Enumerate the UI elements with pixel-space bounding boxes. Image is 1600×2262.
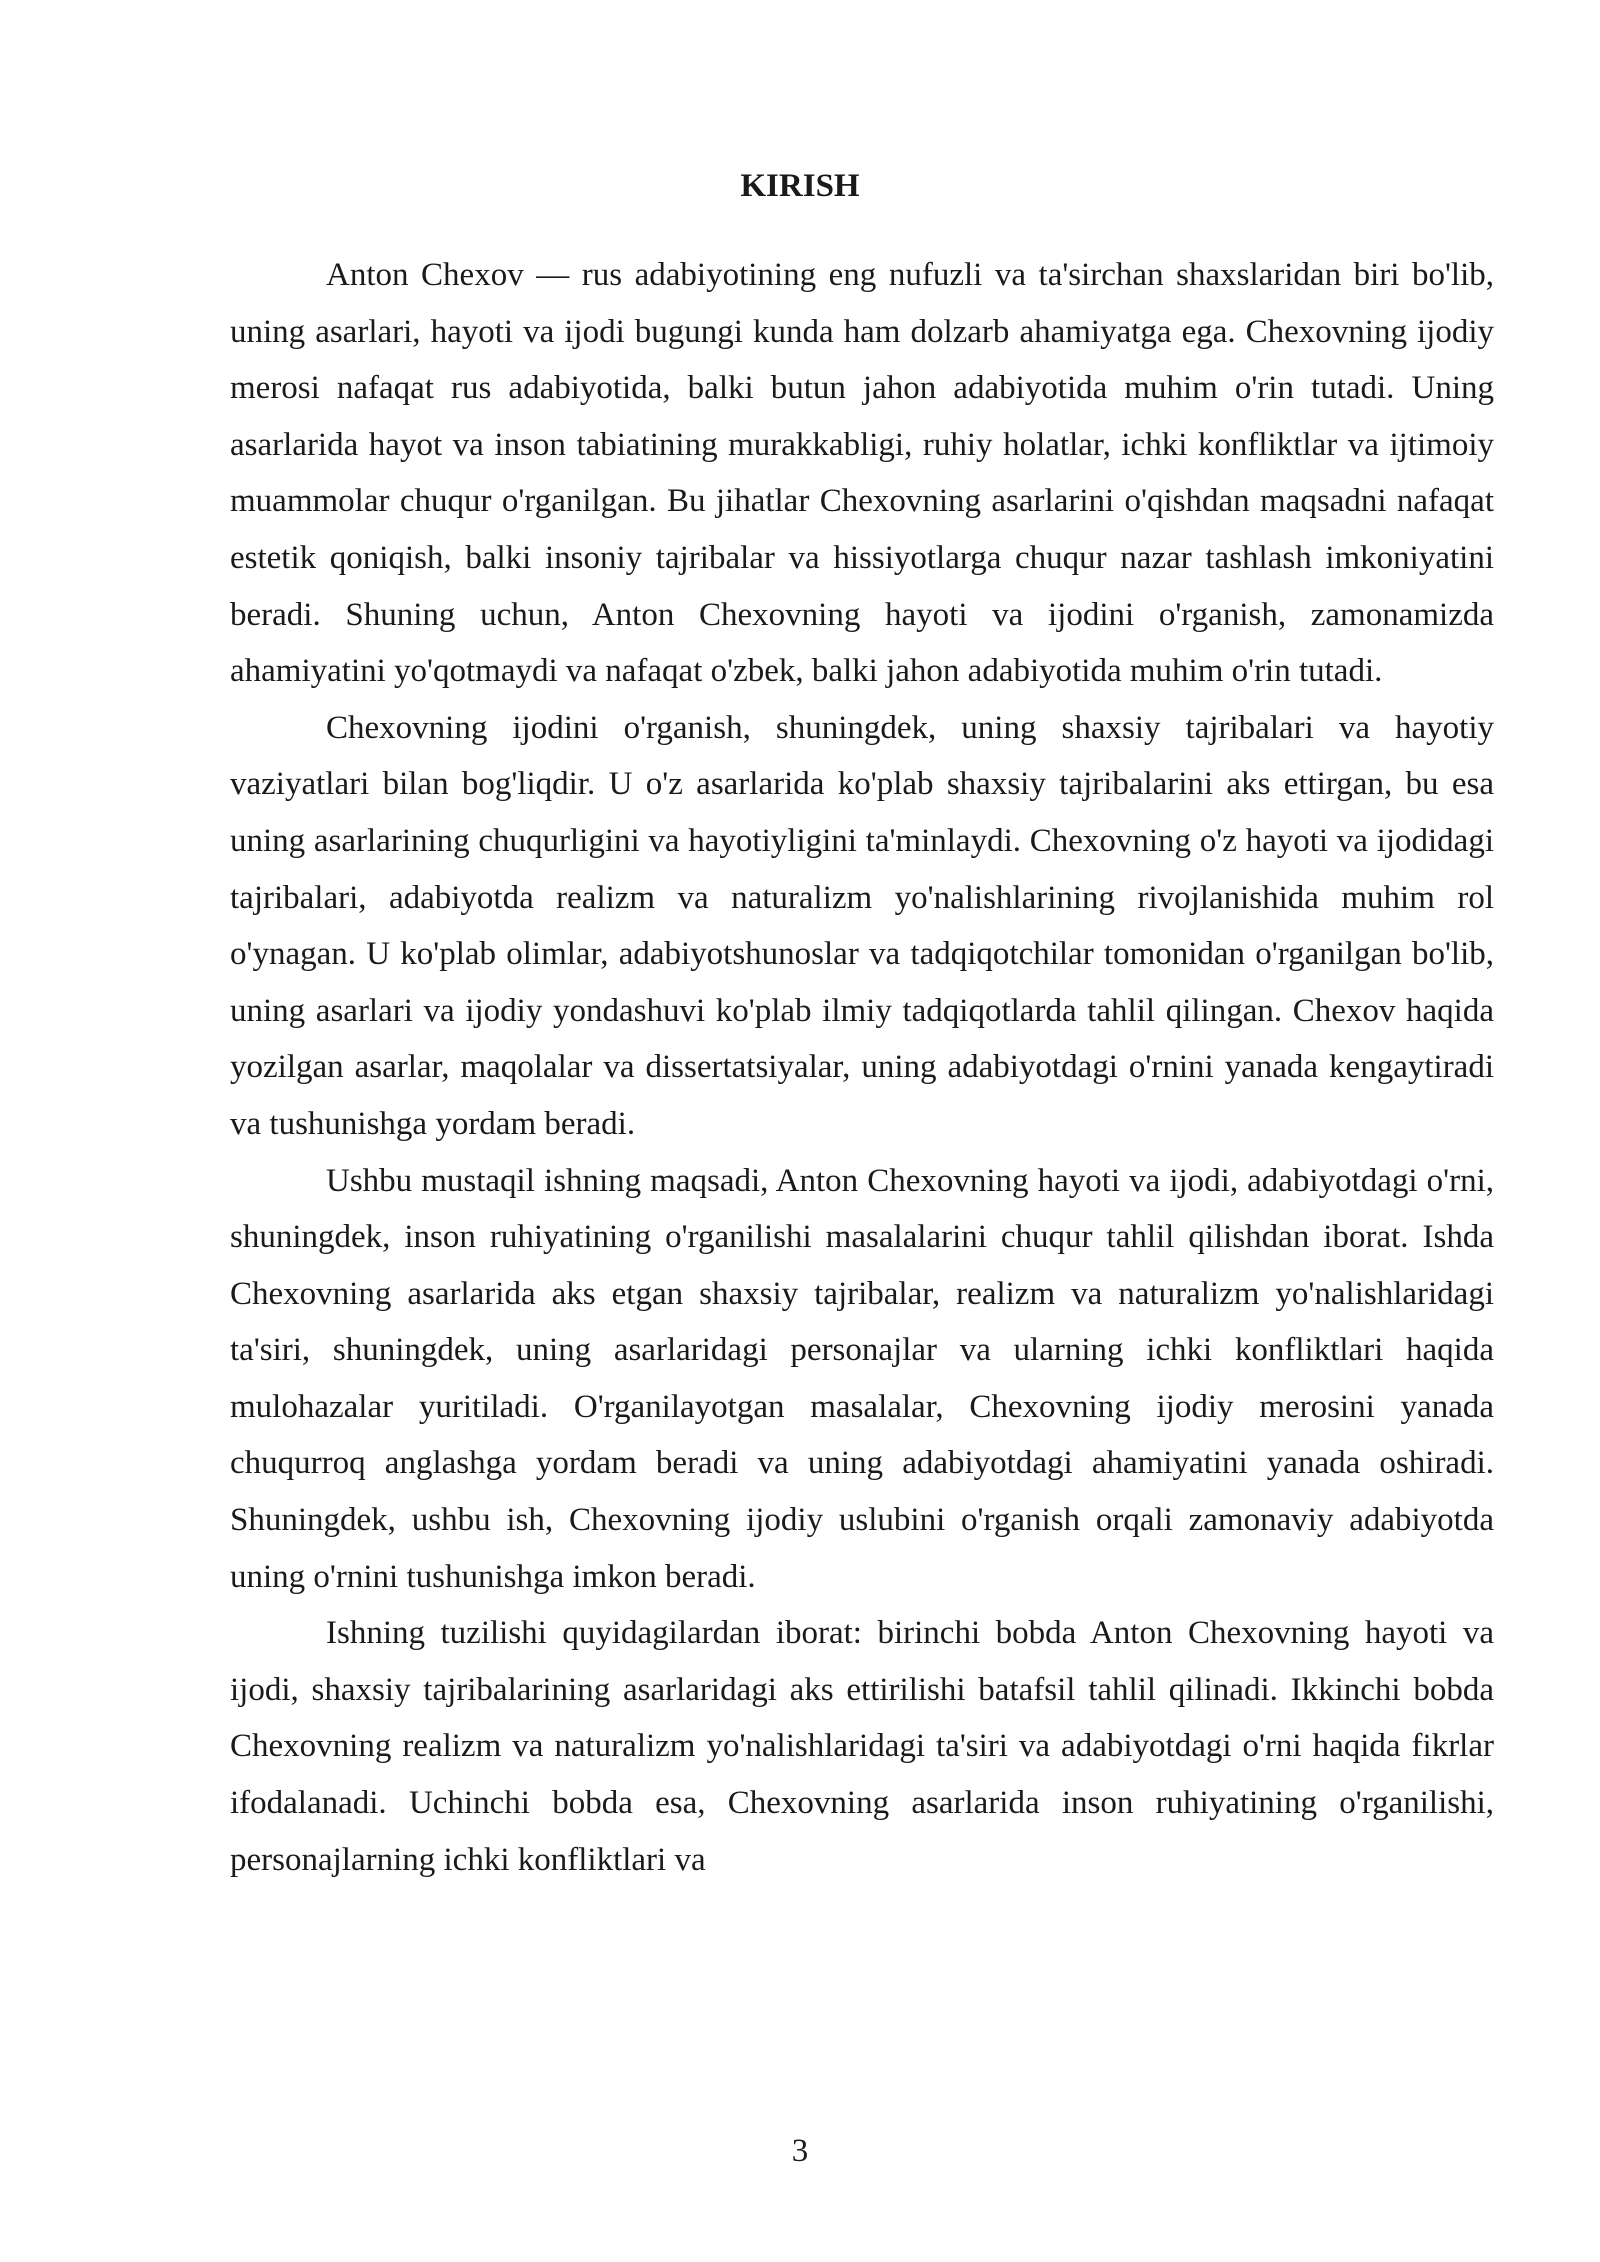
paragraph-3: Ushbu mustaqil ishning maqsadi, Anton Chexovning hayoti va ijodi, adabiyotdagi o'rni, shuningdek, inson ruhiyatining o'rganilishi masalalarini chuqur tahlil qilishdan iborat. Ishda Chexovning asarlarida aks etgan shaxsiy tajribalar, realizm va naturalizm yo'nalishlaridagi ta'siri, shuningdek, uning asarlaridagi personajlar va ularning ichki konfliktlari haqida mulohazalar yuritiladi. O'rganilayotgan masalalar, Chexovning ijodiy merosini yanada chuqurroq anglashga yordam beradi va uning adabiyotdagi ahamiyatini yanada oshiradi. Shuningdek, ushbu ish, Chexovning ijodiy uslubini o'rganish orqali zamonaviy adabiyotda uning o'rnini tushunishga imkon beradi. — [230, 1162, 1494, 1595]
paragraph-2: Chexovning ijodini o'rganish, shuningdek, uning shaxsiy tajribalari va hayotiy vaziyatlari bilan bog'liqdir. U o'z asarlarida ko'plab shaxsiy tajribalarini aks ettirgan, bu esa uning asarlarining chuqurligini va hayotiyligini ta'minlaydi. Chexovning o'z hayoti va ijodidagi tajribalari, adabiyotda realizm va naturalizm yo'nalishlarining rivojlanishida muhim rol o'ynagan. U ko'plab olimlar, adabiyotshunoslar va tadqiqotchilar tomonidan o'rganilgan bo'lib, uning asarlari va ijodiy yondashuvi ko'plab ilmiy tadqiqotlarda tahlil qilingan. Chexov haqida yozilgan asarlar, maqolalar va dissertatsiyalar, uning adabiyotdagi o'rnini yanada kengaytiradi va tushunishga yordam beradi. — [230, 709, 1494, 1142]
paragraph-1: Anton Chexov — rus adabiyotining eng nufuzli va ta'sirchan shaxslaridan biri bo'lib, uning asarlari, hayoti va ijodi bugungi kunda ham dolzarb ahamiyatga ega. Chexovning ijodiy merosi nafaqat rus adabiyotida, balki butun jahon adabiyotida muhim o'rin tutadi. Uning asarlarida hayot va inson tabiatining murakkabligi, ruhiy holatlar, ichki konfliktlar va ijtimoiy muammolar chuqur o'rganilgan. Bu jihatlar Chexovning asarlarini o'qishdan maqsadni nafaqat estetik qoniqish, balki insoniy tajribalar va hissiyotlarga chuqur nazar tashlash imkoniyatini beradi. Shuning uchun, Anton Chexovning hayoti va ijodini o'rganish, zamonamizda ahamiyatini yo'qotmaydi va nafaqat o'zbek, balki jahon adabiyotida muhim o'rin tutadi. — [230, 257, 1494, 690]
page-title: KIRISH — [740, 168, 860, 204]
body-text — [230, 247, 1494, 1888]
page-number: 3 — [791, 2133, 809, 2169]
paragraph-4: Ishning tuzilishi quyidagilardan iborat: birinchi bobda Anton Chexovning hayoti va ijodi, shaxsiy tajribalarining asarlaridagi aks ettirilishi batafsil tahlil qilinadi. Ikkinchi bobda Chexovning realizm va naturalizm yo'nalishlaridagi ta'siri va adabiyotdagi o'rni haqida fikrlar ifodalanadi. Uchinchi bobda esa, Chexovning asarlarida inson ruhiyatining o'rganilishi, personajlarning ichki konfliktlari va — [230, 1615, 1494, 1878]
